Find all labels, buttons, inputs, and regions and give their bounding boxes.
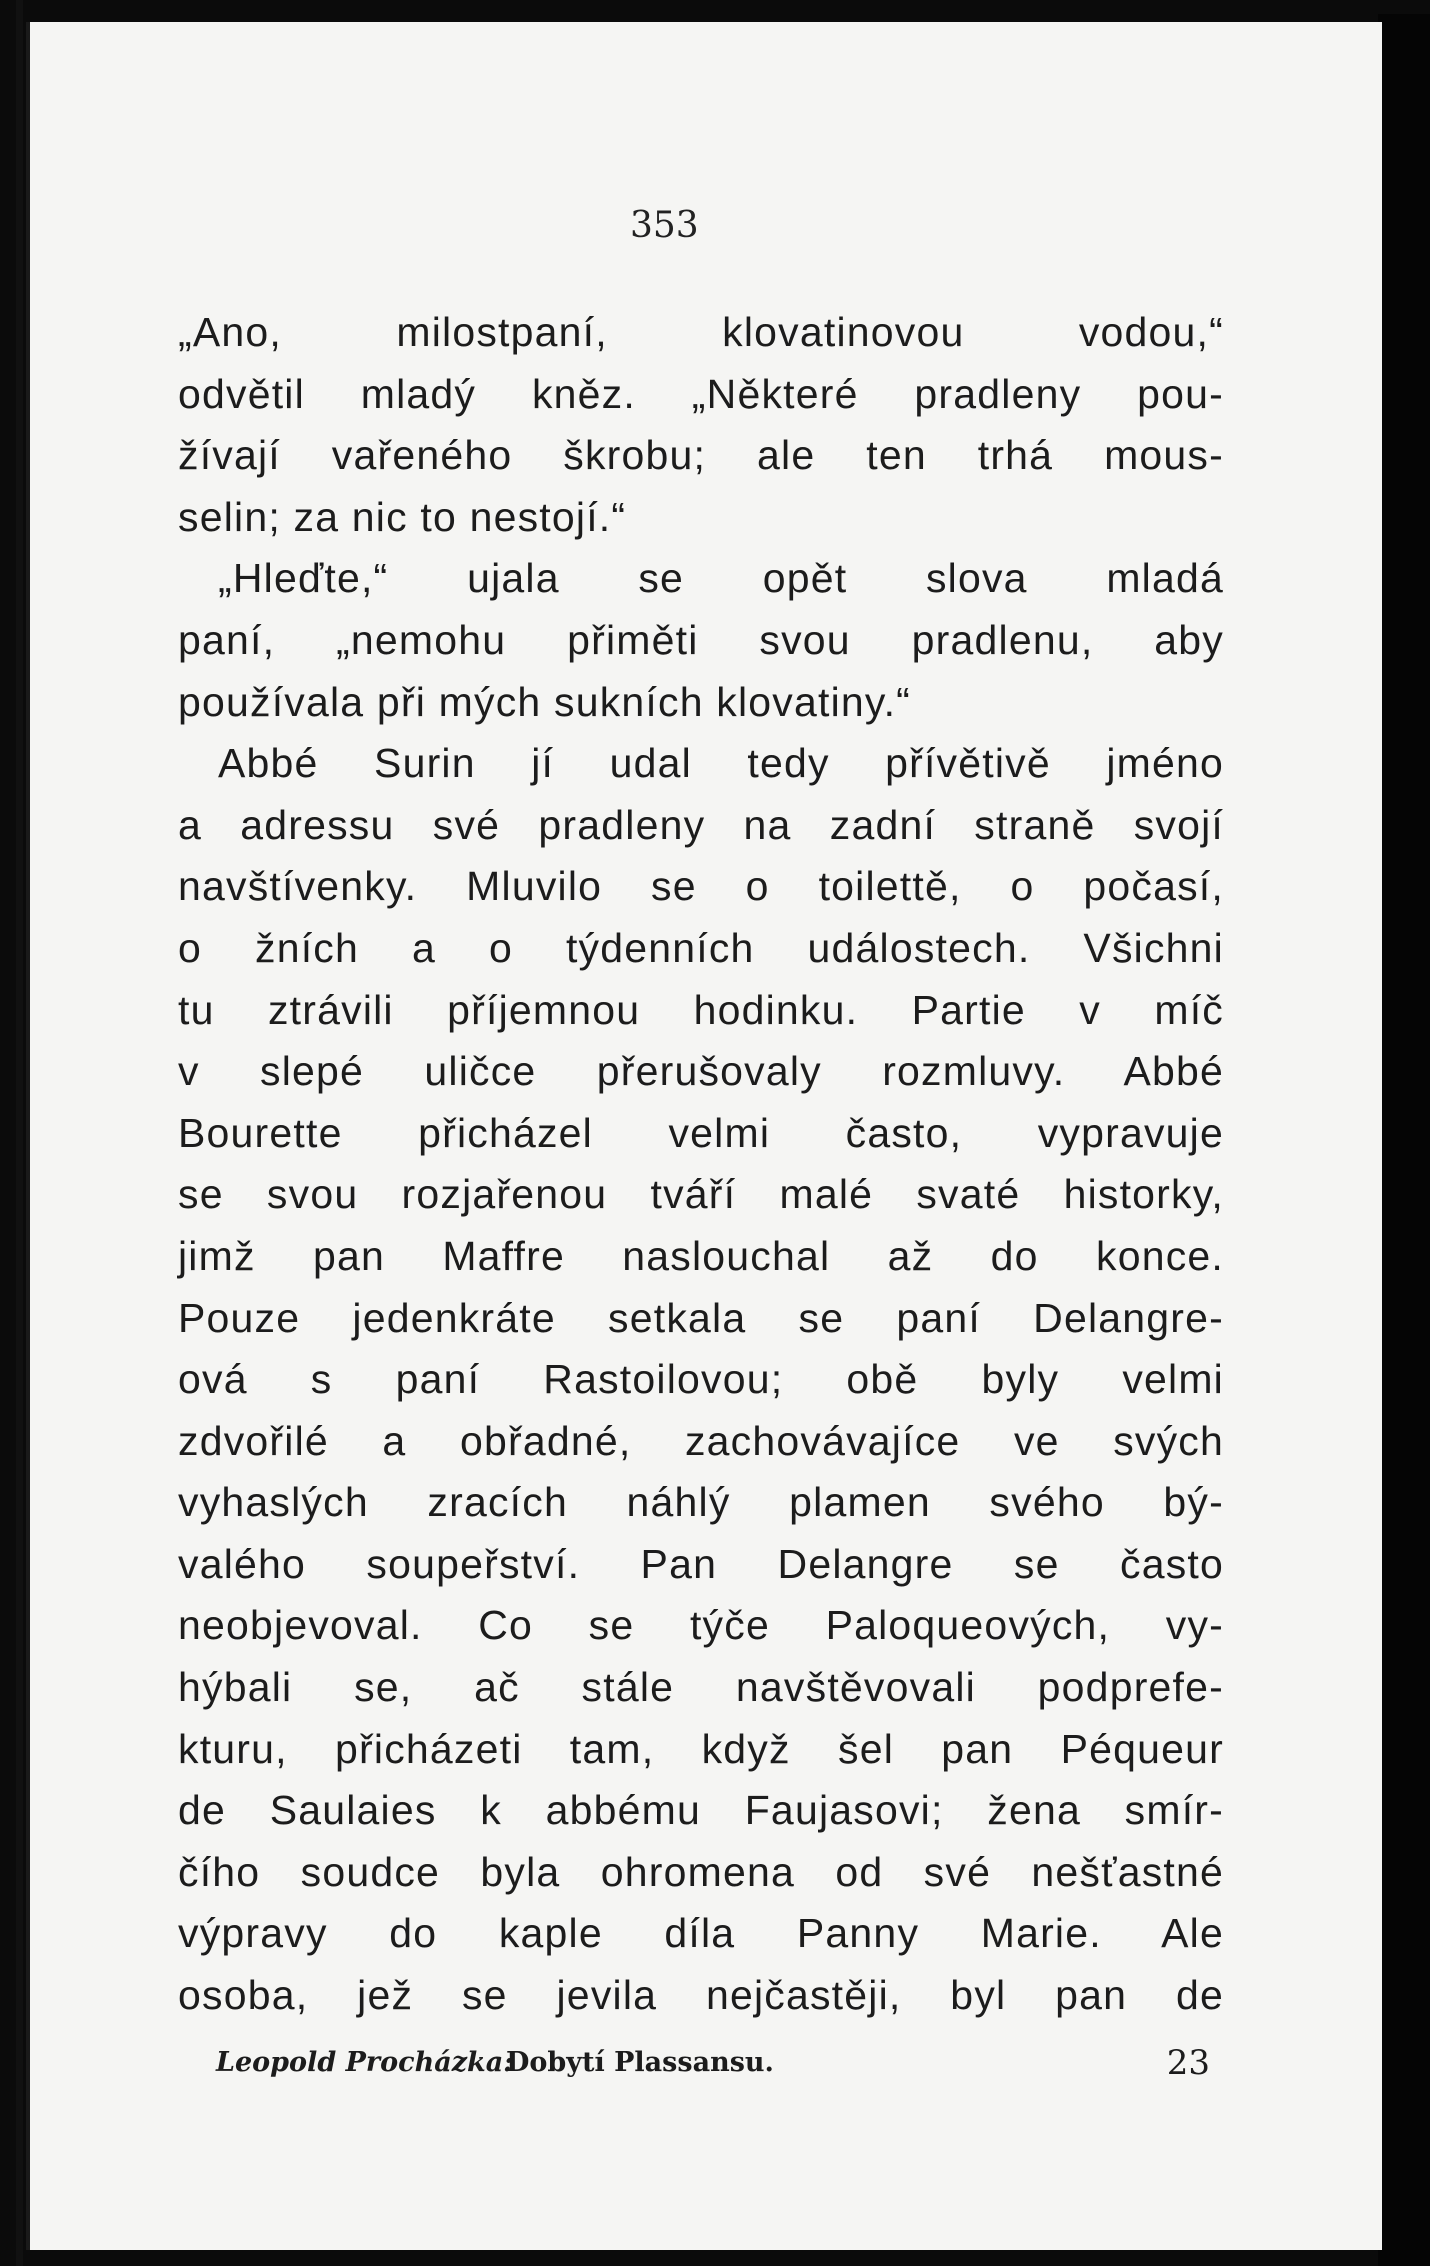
text-line: neobjevoval. Co se týče Paloqueových, vy- xyxy=(178,1602,1224,1649)
footer-title: Dobytí Plassansu. xyxy=(506,2047,774,2078)
text-line: „Hleďte,“ ujala se opět slova mladá xyxy=(218,555,1224,602)
text-line: jimž pan Maffre naslouchal až do konce. xyxy=(178,1232,1224,1279)
text-line: paní, „nemohu přiměti svou pradlenu, aby xyxy=(178,616,1224,663)
footer-author: Leopold Procházka: xyxy=(216,2047,514,2078)
text-line: ová s paní Rastoilovou; obě byly velmi xyxy=(178,1356,1224,1403)
text-line: valého soupeřství. Pan Delangre se často xyxy=(178,1540,1224,1587)
text-line: odvětil mladý kněz. „Některé pradleny pou- xyxy=(178,370,1224,417)
text-line: žívají vařeného škrobu; ale ten trhá mous- xyxy=(178,432,1224,479)
book-page xyxy=(26,22,1382,2250)
printer-signature-mark: 23 xyxy=(1166,2043,1210,2083)
text-line: v slepé uličce přerušovaly rozmluvy. Abbé xyxy=(178,1048,1224,1095)
text-line: o žních a o týdenních událostech. Všichni xyxy=(178,924,1224,971)
text-line: Abbé Surin jí udal tedy přívětivě jméno xyxy=(218,740,1224,787)
text-line: kturu, přicházeti tam, když šel pan Péqueur xyxy=(178,1725,1224,1772)
text-line: Pouze jedenkráte setkala se paní Delangre- xyxy=(178,1294,1224,1341)
page-footer xyxy=(216,2043,1226,2095)
text-line: čího soudce byla ohromena od své nešťastné xyxy=(178,1848,1224,1895)
text-line: tu ztrávili příjemnou hodinku. Partie v míč xyxy=(178,986,1224,1033)
text-line: navštívenky. Mluvilo se o toilettě, o počasí, xyxy=(178,863,1224,910)
right-dark-margin xyxy=(1378,14,1430,2266)
page-number: 353 xyxy=(630,205,699,246)
text-line: Bourette přicházel velmi často, vypravuje xyxy=(178,1109,1224,1156)
left-page-edge xyxy=(16,0,23,2266)
text-line: vyhaslých zracích náhlý plamen svého bý- xyxy=(178,1479,1224,1526)
text-line: selin; za nic to nestojí.“ xyxy=(178,493,627,540)
text-line: „Ano, milostpaní, klovatinovou vodou,“ xyxy=(178,309,1224,355)
text-line: výpravy do kaple díla Panny Marie. Ale xyxy=(178,1910,1224,1957)
text-line: a adressu své pradleny na zadní straně svojí xyxy=(178,801,1224,848)
text-line: zdvořilé a obřadné, zachovávajíce ve svých xyxy=(178,1417,1224,1464)
text-line: se svou rozjařenou tváří malé svaté historky, xyxy=(178,1171,1224,1218)
text-line: osoba, jež se jevila nejčastěji, byl pan de xyxy=(178,1972,1224,2019)
text-line: hýbali se, ač stále navštěvovali podprefe- xyxy=(178,1664,1224,1711)
body-text xyxy=(178,302,1224,2027)
text-line: používala při mých sukních klovatiny.“ xyxy=(178,678,912,725)
text-line: de Saulaies k abbému Faujasovi; žena smír- xyxy=(178,1787,1224,1834)
